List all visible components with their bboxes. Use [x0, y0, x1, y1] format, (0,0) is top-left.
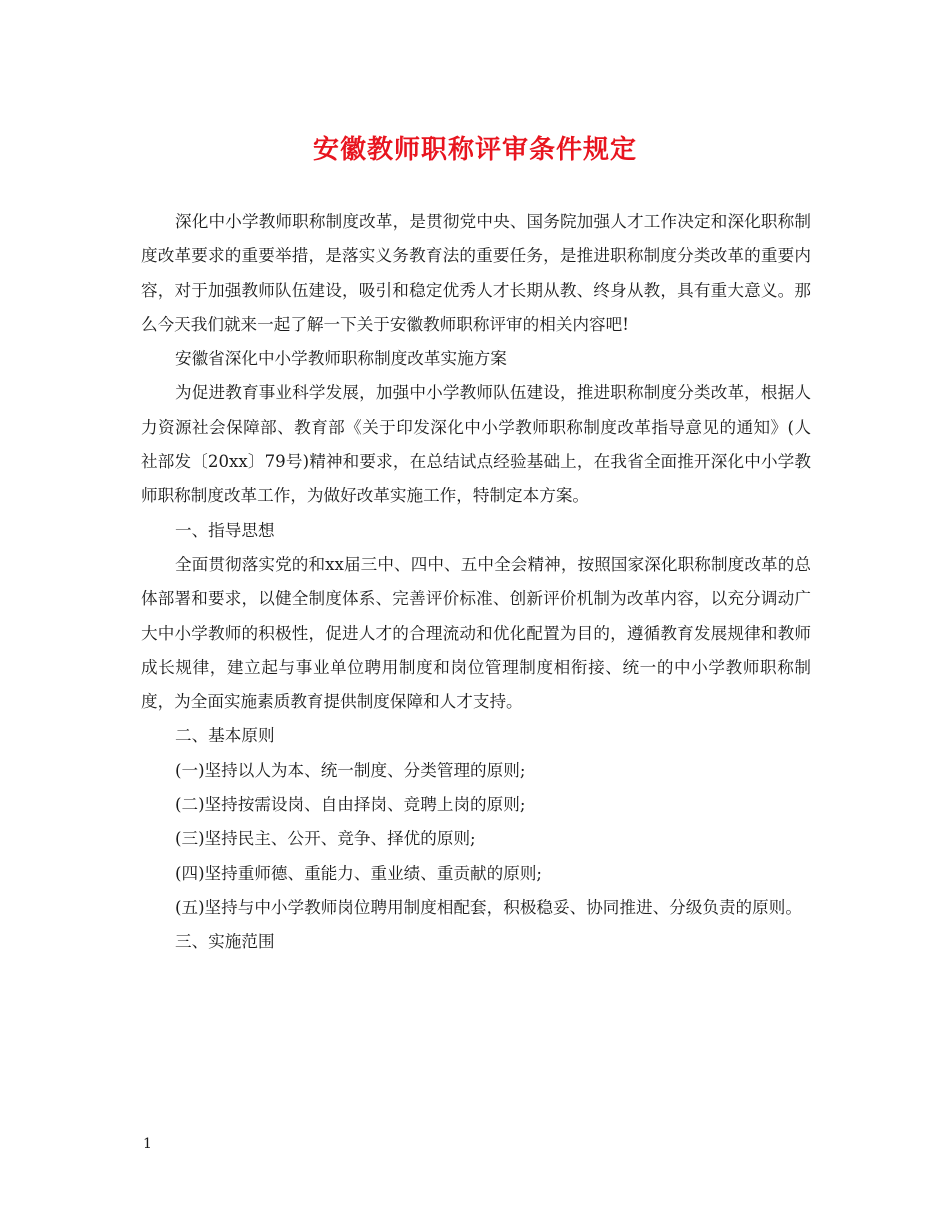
document-title: 安徽教师职称评审条件规定 [312, 135, 637, 165]
paragraph-plan-title: 安徽省深化中小学教师职称制度改革实施方案 [175, 349, 507, 369]
paragraph-guiding-ideology: 全面贯彻落实党的和xx届三中、四中、五中全会精神，按照国家深化职称制度改革的总体部署和要求，以健全制度体系、完善评价标准、创新评价机制为改革内容，以充分调动广大中小学教师的积极性，促进人才的合理流动和优化配置为目的，遵循教育发展规律和教师成长规律，建立起与事业单位聘用制度和岗位管理制度相衔接、统一的中小学教师职称制度，为全面实施素质教育提供制度保障和人才支持。 [141, 554, 811, 712]
principle-item: (五)坚持与中小学教师岗位聘用制度相配套，积极稳妥、协同推进、分级负责的原则。 [175, 897, 802, 917]
document-body [141, 205, 811, 960]
heading-guiding-ideology: 一、指导思想 [175, 520, 275, 540]
heading-scope: 三、实施范围 [175, 932, 275, 952]
principle-item: (二)坚持按需设岗、自由择岗、竞聘上岗的原则; [175, 795, 526, 815]
principle-item: (三)坚持民主、公开、竞争、择优的原则; [175, 829, 476, 849]
heading-basic-principles: 二、基本原则 [175, 726, 275, 746]
page-number: 1 [143, 1136, 152, 1152]
paragraph-purpose: 为促进教育事业科学发展，加强中小学教师队伍建设，推进职称制度分类改革，根据人力资源社会保障部、教育部《关于印发深化中小学教师职称制度改革指导意见的通知》(人社部发〔20xx〕79号)精神和要求，在总结试点经验基础上，在我省全面推开深化中小学教师职称制度改革工作，为做好改革实施工作，特制定本方案。 [141, 383, 811, 506]
paragraph-intro: 深化中小学教师职称制度改革，是贯彻党中央、国务院加强人才工作决定和深化职称制度改革要求的重要举措，是落实义务教育法的重要任务，是推进职称制度分类改革的重要内容，对于加强教师队伍建设，吸引和稳定优秀人才长期从教、终身从教，具有重大意义。那么今天我们就来一起了解一下关于安徽教师职称评审的相关内容吧! [141, 212, 811, 334]
principle-item: (一)坚持以人为本、统一制度、分类管理的原则; [175, 760, 526, 780]
principle-item: (四)坚持重师德、重能力、重业绩、重贡献的原则; [175, 863, 543, 883]
